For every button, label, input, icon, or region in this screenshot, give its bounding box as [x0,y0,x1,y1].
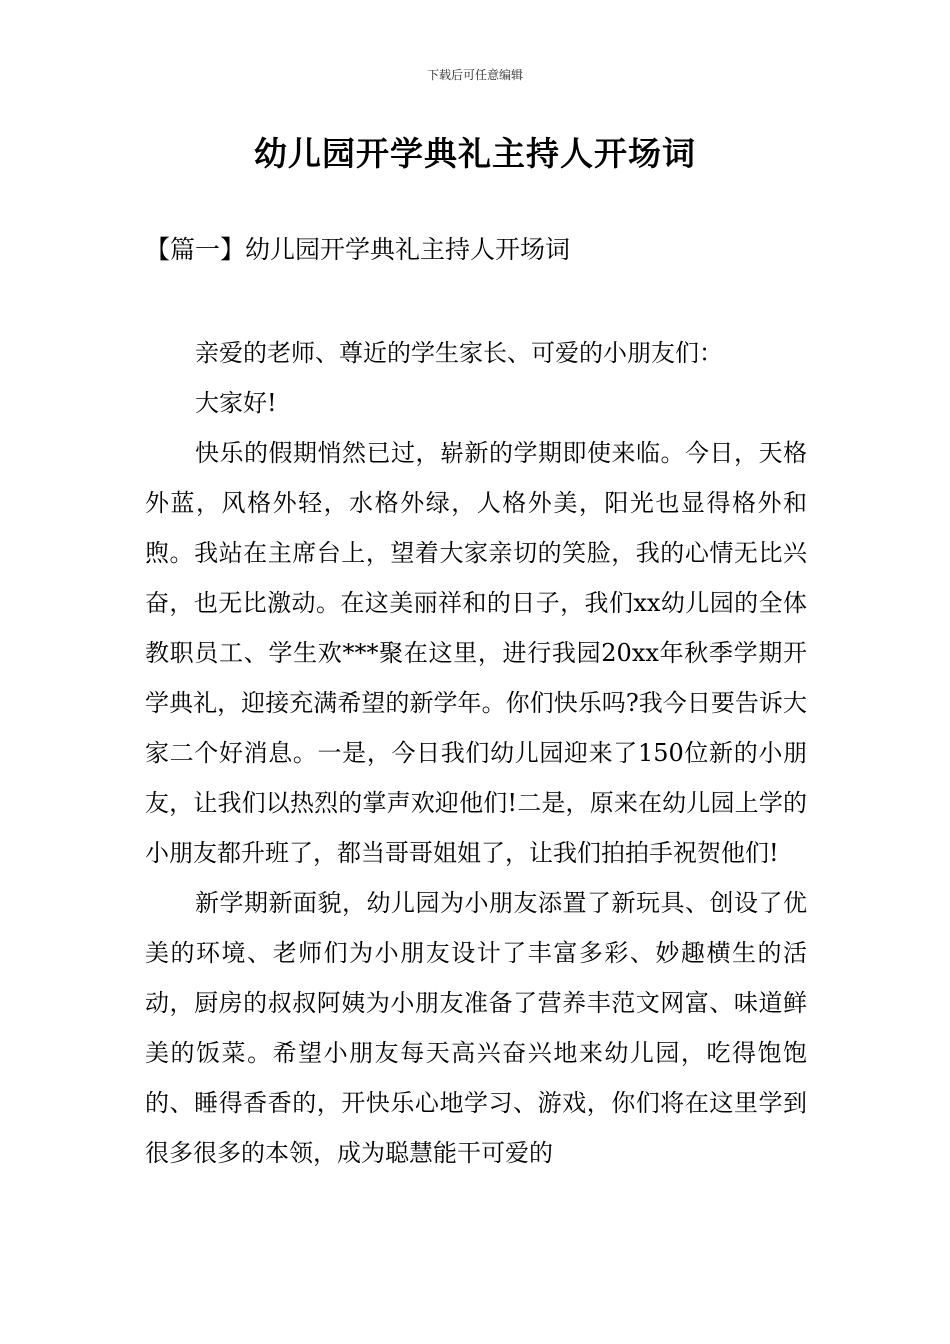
body-text [145,328,807,1178]
paragraph-hello: 大家好! [195,389,277,417]
page-title: 幼儿园开学典礼主持人开场词 [254,134,696,173]
header-note: 下载后可任意编辑 [426,68,523,82]
paragraph-opening: 快乐的假期悄然已过，崭新的学期即使来临。今日，天格外蓝，风格外轻，水格外绿，人格外美，阳光也显得格外和煦。我站在主席台上，望着大家亲切的笑脸，我的心情无比兴奋，也无比激动。在这美丽祥和的日子，我们xx幼儿园的全体教职员工、学生欢***聚在这里，进行我园20xx年秋季学期开学典礼，迎接充满希望的新学年。你们快乐吗?我今日要告诉大家二个好消息。一是，今日我们幼儿园迎来了150位新的小朋友，让我们以热烈的掌声欢迎他们!二是，原来在幼儿园上学的小朋友都升班了，都当哥哥姐姐了，让我们拍拍手祝贺他们! [145,439,807,867]
paragraph-new-term: 新学期新面貌，幼儿园为小朋友添置了新玩具、创设了优美的环境、老师们为小朋友设计了丰富多彩、妙趣横生的活动，厨房的叔叔阿姨为小朋友准备了营养丰范文网富、味道鲜美的饭菜。希望小朋友每天高兴奋兴地来幼儿园，吃得饱饱的、睡得香香的，开快乐心地学习、游戏，你们将在这里学到很多很多的本领，成为聪慧能干可爱的 [145,889,807,1167]
section-heading: 【篇一】幼儿园开学典礼主持人开场词 [145,235,571,264]
paragraph-greeting: 亲爱的老师、尊近的学生家长、可爱的小朋友们： [195,339,723,367]
